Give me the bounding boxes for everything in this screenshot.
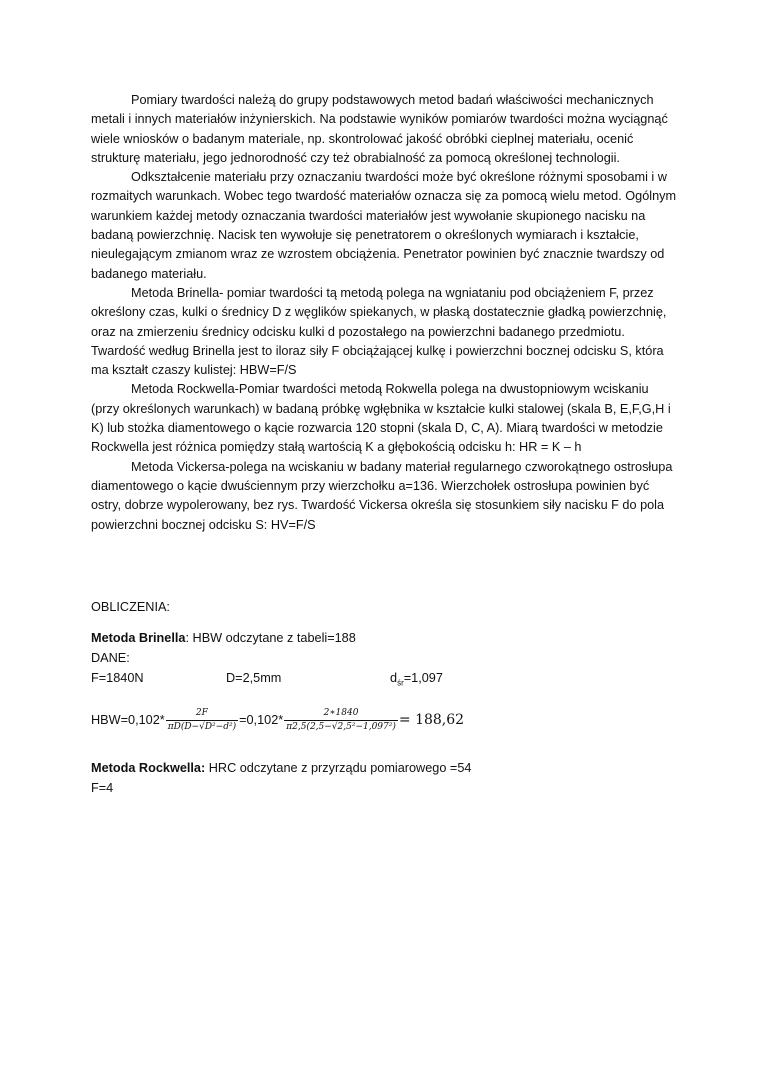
d-sr-value: =1,097: [403, 671, 443, 685]
d-sr-subscript: śr: [397, 678, 404, 688]
fraction-symbolic-denominator: πD(D−√D²−d²): [167, 722, 237, 733]
brinell-method-line: [91, 629, 356, 647]
paragraph-deformation: Odkształcenie materiału przy oznaczaniu twardości może być określone różnymi sposobami i w rozmaitych warunkach. Wobec tego twardość materiałów oznacza się za pomocą wielu metod. Ogólnym warunkiem każdej metody oznaczania twardości materiałów jest wywołanie skupionego nacisku na badaną powierzchnię. Nacisk ten wywołuje się penetratorem o określonych wymiarach i kształcie, nieulegającym zmianom wraz ze wzrostem obciążenia. Penetrator powinien być znacznie twardszy od badanego materiału.: [91, 170, 677, 281]
formula-result: = 188,62: [398, 712, 465, 728]
formula-mid: =0,102*: [239, 713, 284, 727]
rockwell-hrc-reading: HRC odczytane z przyrządu pomiarowego =54: [205, 761, 472, 775]
fraction-symbolic-numerator: 2F: [195, 708, 208, 719]
given-data-label: DANE:: [91, 651, 130, 665]
brinell-colon: :: [185, 631, 189, 645]
paragraph-rockwell: Metoda Rockwella-Pomiar twardości metodą Rokwella polega na dwustopniowym wciskaniu (przy określonych warunkach) w badaną próbkę wgłębnika w kształcie kulki stalowej (skala B, E,F,G,H i K) lub stożka diamentowego o kącie rozwarcia 120 stopni (skala D, C, A). Miarą twardości w metodzie Rockwella jest różnica pomiędzy stałą wartością K a głębokością odcisku h: HR = K – h: [91, 382, 671, 455]
paragraph-intro: Pomiary twardości należą do grupy podstawowych metod badań właściwości mechanicznych metali i innych materiałów inżynierskich. Na podstawie wyników pomiarów twardości można wyciągnąć wiele wniosków o badanym materiale, np. skontrolować jakość obróbki cieplnej materiału, ocenić strukturę materiału, jego jednorodność czy też obrabialność za pomocą określonej technologii.: [91, 93, 668, 165]
formula-fraction-symbolic: [166, 708, 238, 733]
rockwell-force: F=4: [91, 781, 114, 795]
fraction-numeric-numerator: 2∗1840: [323, 708, 359, 719]
formula-fraction-numeric: [284, 708, 398, 733]
rockwell-method-label: Metoda Rockwella:: [91, 761, 206, 775]
rockwell-method-line: [91, 759, 471, 777]
d-sr-base: d: [390, 671, 398, 685]
calculations-heading: OBLICZENIA:: [91, 600, 170, 614]
formula-prefix: HBW=0,102*: [91, 713, 165, 727]
given-ball-diameter: D=2,5mm: [226, 671, 282, 685]
paragraph-brinell: Metoda Brinella- pomiar twardości tą metodą polega na wgniataniu pod obciążeniem F, przez określony czas, kulki o średnicy D z węglików spiekanych, w płaską dostatecznie gładką powierzchnię, oraz na zmierzeniu średnicy odcisku kulki d pozostałego na powierzchni badanego przedmiotu. Twardość według Brinella jest to iloraz siły F obciążającej kulkę i powierzchni bocznej odcisku S, która ma kształt czaszy kulistej: HBW=F/S: [91, 285, 667, 378]
brinell-hbw-table: HBW odczytane z tabeli=188: [189, 631, 356, 645]
brinell-method-label: Metoda Brinella: [91, 631, 186, 645]
given-force: F=1840N: [91, 671, 144, 685]
brinell-formula: [91, 705, 464, 735]
fraction-numeric-denominator: π2,5(2,5−√2,5²−1,097²): [286, 722, 396, 733]
document-body: [91, 91, 677, 535]
given-mean-indent-diameter: [390, 669, 443, 693]
paragraph-vickers: Metoda Vickersa-polega na wciskaniu w badany materiał regularnego czworokątnego ostrosłupa diamentowego o kącie dwuściennym przy wierzchołku a=136. Wierzchołek ostrosłupa powinien być ostry, dobrze wypolerowany, bez rys. Twardość Vickersa określa się stosunkiem siły nacisku F do pola powierzchni bocznej odcisku S: HV=F/S: [91, 459, 673, 532]
